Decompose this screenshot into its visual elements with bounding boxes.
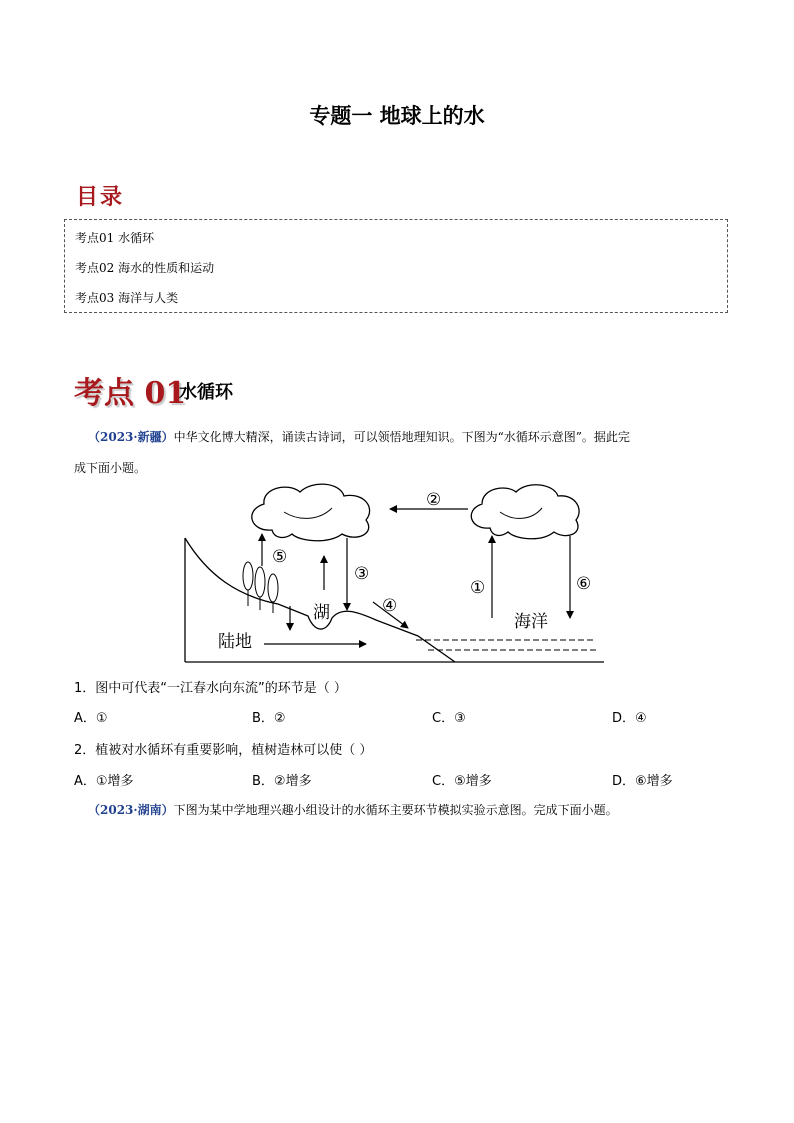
label-lake: 湖: [313, 603, 330, 623]
label-land: 陆地: [218, 632, 252, 652]
label-n2: ②: [426, 490, 442, 510]
q2-option-c[interactable]: C．⑤增多: [432, 774, 492, 789]
question-2-stem: 2．植被对水循环有重要影响，植树造林可以使（ ）: [74, 743, 373, 758]
toc-box: [64, 219, 728, 313]
intro-text-1a: 中华文化博大精深，诵读古诗词，可以领悟地理知识。下图为“水循环示意图”。据此完: [173, 430, 630, 444]
source-tag-2: （2023·湖南）: [88, 803, 174, 817]
q1-option-d[interactable]: D．④: [612, 711, 647, 726]
intro-text-2: 下图为某中学地理兴趣小组设计的水循环主要环节模拟实验示意图。完成下面小题。: [173, 803, 618, 817]
section-title: 水循环: [179, 382, 233, 403]
label-n5: ⑤: [272, 547, 288, 567]
tree-icon: [243, 562, 278, 613]
section-number: 考点 01: [74, 376, 187, 411]
q1-option-a[interactable]: A．①: [74, 711, 108, 726]
toc-item-1[interactable]: 考点01 水循环: [75, 231, 155, 245]
toc-item-2[interactable]: 考点02 海水的性质和运动: [75, 261, 215, 275]
label-n6: ⑥: [576, 574, 592, 594]
page-title: 专题一 地球上的水: [309, 104, 485, 128]
question-1-stem: 1．图中可代表“一江春水向东流”的环节是（ ）: [74, 681, 347, 696]
water-cycle-diagram: [180, 478, 610, 668]
label-n1: ①: [470, 578, 486, 598]
q2-option-b[interactable]: B．②增多: [252, 774, 312, 789]
toc-heading: 目录: [76, 185, 125, 210]
source-tag-1: （2023·新疆）: [88, 430, 174, 444]
toc-item-3[interactable]: 考点03 海洋与人类: [75, 291, 179, 305]
intro-paragraph-2: [88, 801, 738, 818]
label-ocean: 海洋: [514, 612, 548, 632]
q2-option-d[interactable]: D．⑥增多: [612, 774, 673, 789]
q1-option-c[interactable]: C．③: [432, 711, 466, 726]
intro-text-1b: 成下面小题。: [74, 461, 147, 475]
cloud-right-icon: [471, 485, 579, 539]
q2-option-a[interactable]: A．①增多: [74, 774, 134, 789]
label-n3: ③: [354, 564, 370, 584]
label-n4: ④: [382, 596, 398, 616]
cloud-left-icon: [252, 484, 370, 541]
intro-paragraph-1: [74, 428, 724, 445]
q1-option-b[interactable]: B．②: [252, 711, 286, 726]
